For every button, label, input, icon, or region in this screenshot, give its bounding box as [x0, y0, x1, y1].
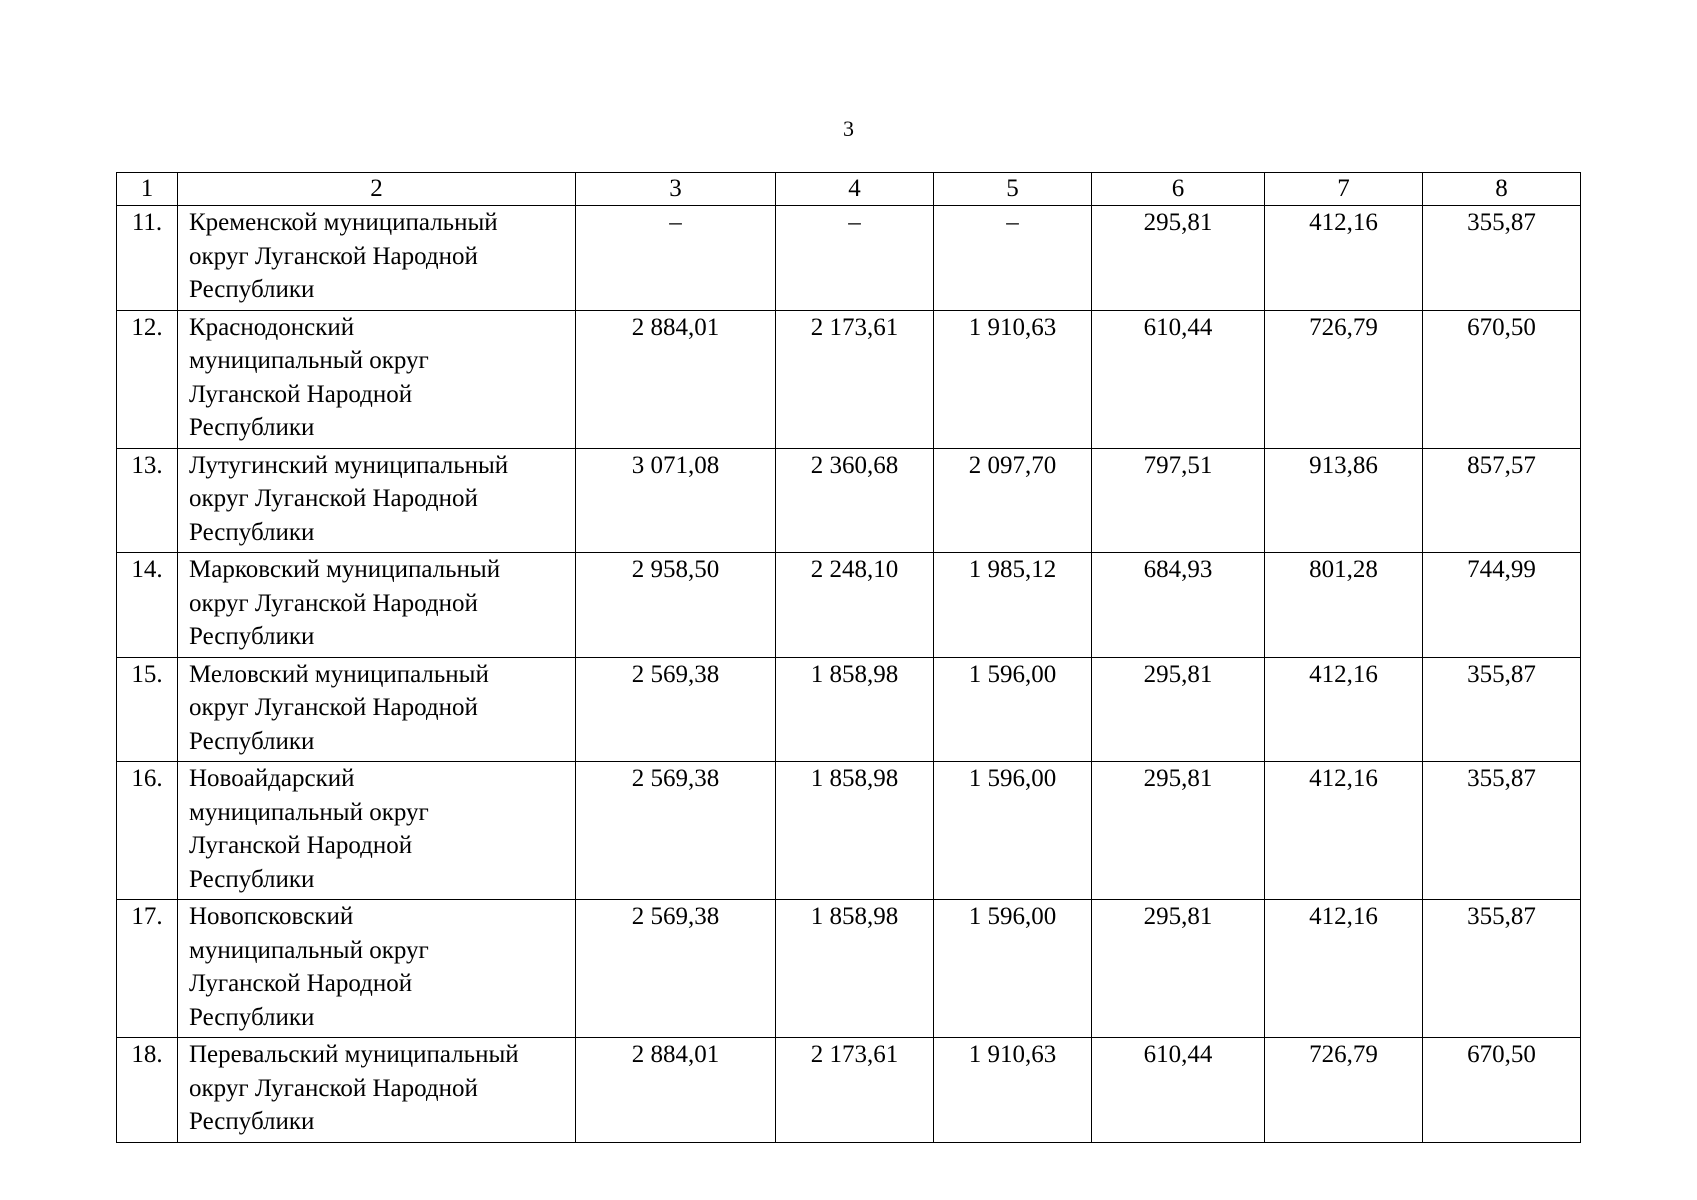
value-cell: 744,99: [1423, 553, 1581, 658]
value-cell: 412,16: [1265, 206, 1423, 311]
value-cell: 670,50: [1423, 310, 1581, 448]
value-cell: 295,81: [1092, 657, 1265, 762]
row-number: 16.: [117, 762, 178, 900]
value-cell: 670,50: [1423, 1038, 1581, 1143]
column-number: 8: [1423, 173, 1581, 206]
municipality-name-line: Кременской муниципальный: [189, 209, 498, 236]
municipality-name: [178, 762, 576, 900]
row-number: 13.: [117, 448, 178, 553]
table-row: [117, 310, 1581, 448]
municipality-name-line: Новоайдарский: [189, 765, 355, 792]
table-body: [117, 173, 1581, 1143]
value-cell: 295,81: [1092, 900, 1265, 1038]
municipality-name-line: Республики: [189, 518, 315, 546]
value-cell: 1 985,12: [934, 553, 1092, 658]
municipality-name-line: Республики: [189, 865, 315, 893]
municipality-name-line: Республики: [189, 276, 315, 303]
value-cell: 355,87: [1423, 657, 1581, 762]
municipality-name-line: Краснодонский: [189, 313, 355, 341]
municipality-name-line: Лутугинский муниципальный: [189, 451, 509, 479]
municipality-name: [178, 310, 576, 448]
value-cell: 797,51: [1092, 448, 1265, 553]
column-number: 3: [576, 173, 776, 206]
column-number: 7: [1265, 173, 1423, 206]
municipality-name-line: Республики: [189, 1003, 315, 1031]
value-cell: 295,81: [1092, 206, 1265, 311]
municipality-name-line: округ Луганской Народной: [189, 485, 478, 512]
municipality-name-line: округ Луганской Народной: [189, 694, 478, 721]
row-number: 11.: [117, 206, 178, 311]
column-number: 4: [776, 173, 934, 206]
table-row: [117, 657, 1581, 762]
municipality-name-line: Республики: [189, 727, 315, 755]
value-cell: 857,57: [1423, 448, 1581, 553]
table-row: [117, 1038, 1581, 1143]
value-cell: 913,86: [1265, 448, 1423, 553]
value-cell: 726,79: [1265, 1038, 1423, 1143]
value-cell: 684,93: [1092, 553, 1265, 658]
value-cell: 1 858,98: [776, 657, 934, 762]
table-row: [117, 762, 1581, 900]
column-number: 5: [934, 173, 1092, 206]
municipality-name-line: Перевальский муниципальный: [189, 1041, 519, 1068]
value-cell: 1 910,63: [934, 310, 1092, 448]
municipality-name: [178, 206, 576, 311]
value-cell: 2 958,50: [576, 553, 776, 658]
value-cell: 1 596,00: [934, 762, 1092, 900]
row-number: 17.: [117, 900, 178, 1038]
value-cell: 295,81: [1092, 762, 1265, 900]
value-cell: 2 884,01: [576, 310, 776, 448]
data-table: [116, 172, 1581, 1143]
value-cell: 2 360,68: [776, 448, 934, 553]
value-cell: 1 596,00: [934, 657, 1092, 762]
municipality-name-line: Луганской Народной: [189, 380, 413, 408]
column-number: 2: [178, 173, 576, 206]
municipality-name-line: Луганской Народной: [189, 832, 413, 859]
value-cell: 801,28: [1265, 553, 1423, 658]
municipality-name-line: муниципальный округ: [189, 936, 429, 964]
municipality-name-line: Новопсковский: [189, 903, 354, 930]
value-cell: 610,44: [1092, 1038, 1265, 1143]
value-cell: 412,16: [1265, 657, 1423, 762]
value-cell: 1 910,63: [934, 1038, 1092, 1143]
value-cell: 610,44: [1092, 310, 1265, 448]
value-cell: 2 569,38: [576, 900, 776, 1038]
municipality-name-line: муниципальный округ: [189, 347, 429, 374]
row-number: 14.: [117, 553, 178, 658]
municipality-name: [178, 900, 576, 1038]
value-cell: 2 884,01: [576, 1038, 776, 1143]
municipality-name: [178, 1038, 576, 1143]
value-cell: 412,16: [1265, 762, 1423, 900]
value-cell: 2 173,61: [776, 1038, 934, 1143]
value-cell: 2 173,61: [776, 310, 934, 448]
municipality-name-line: муниципальный округ: [189, 798, 429, 826]
value-cell: 1 858,98: [776, 762, 934, 900]
row-number: 15.: [117, 657, 178, 762]
municipality-name-line: Меловский муниципальный: [189, 660, 489, 688]
value-cell: 726,79: [1265, 310, 1423, 448]
value-cell: 3 071,08: [576, 448, 776, 553]
municipality-name: [178, 448, 576, 553]
municipality-name-line: округ Луганской Народной: [189, 242, 478, 270]
value-cell: 2 569,38: [576, 657, 776, 762]
table-row: [117, 206, 1581, 311]
page-number: 3: [843, 116, 854, 141]
value-cell: 355,87: [1423, 900, 1581, 1038]
value-cell: 2 097,70: [934, 448, 1092, 553]
municipality-name-line: округ Луганской Народной: [189, 589, 478, 617]
municipality-name-line: Республики: [189, 1108, 315, 1135]
table-row: [117, 553, 1581, 658]
value-cell: –: [934, 206, 1092, 311]
value-cell: 355,87: [1423, 206, 1581, 311]
row-number: 12.: [117, 310, 178, 448]
municipality-name-line: округ Луганской Народной: [189, 1074, 478, 1102]
value-cell: 2 569,38: [576, 762, 776, 900]
table-row: [117, 900, 1581, 1038]
row-number: 18.: [117, 1038, 178, 1143]
value-cell: 1 858,98: [776, 900, 934, 1038]
value-cell: 412,16: [1265, 900, 1423, 1038]
column-number-row: [117, 173, 1581, 206]
table-row: [117, 448, 1581, 553]
municipality-name: [178, 553, 576, 658]
value-cell: –: [576, 206, 776, 311]
value-cell: –: [776, 206, 934, 311]
value-cell: 355,87: [1423, 762, 1581, 900]
column-number: 1: [117, 173, 178, 206]
municipality-name: [178, 657, 576, 762]
value-cell: 1 596,00: [934, 900, 1092, 1038]
municipality-name-line: Республики: [189, 414, 315, 441]
municipality-name-line: Республики: [189, 623, 315, 650]
municipality-name-line: Луганской Народной: [189, 970, 413, 997]
municipality-name-line: Марковский муниципальный: [189, 556, 501, 583]
value-cell: 2 248,10: [776, 553, 934, 658]
column-number: 6: [1092, 173, 1265, 206]
